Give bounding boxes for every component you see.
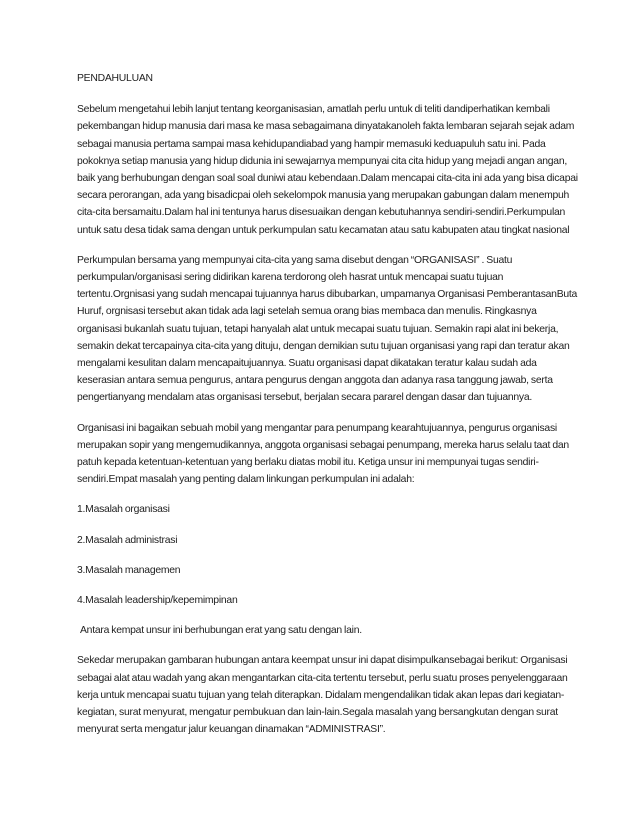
list-item-administrasi: 2.Masalah administrasi [77, 534, 178, 546]
paragraph-intro: Sebelum mengetahui lebih lanjut tentang keorganisasian, amatlah perlu untuk di teliti dandiperhatikan kembali pekembangan hidup manusia dari masa ke masa sebagaimana dinyatakanoleh fakta lembaran sejarah sejak adam sebagai manusia pertama sampai masa kehidupandiabad yang hampir memasuki keduapuluh satu ini. Pada pokoknya setiap manusia yang hidup didunia ini sewajarnya mempunyai cita cita hidup yang mejadi angan angan, baik yang berhubungan dengan soal soal duniwi atau kebendaan.Dalam mencapai cita-cita ini ada yang bisa dicapai secara perorangan, ada yang bisadicpai oleh sekelompok manusia yang merupakan gabungan dalam menempuh cita-cita bersamaitu.Dalam hal ini tentunya harus disesuaikan dengan kebutuhannya sendiri-sendiri.Perkumpulan untuk satu desa tidak sama dengan untuk perkumpulan satu kecamatan atau satu kabupaten atau tingkat nasional [77, 104, 578, 236]
section-heading: PENDAHULUAN [77, 73, 153, 84]
paragraph-organisasi: Perkumpulan bersama yang mempunyai cita-cita yang sama disebut dengan “ORGANISASI” . Suatu perkumpulan/organisasi sering didirikan karena terdorong oleh hasrat untuk mencapai suatu tujuan tertentu.Orgnisasi yang sudah mencapai tujuannya harus dibubarkan, umpamanya Organisasi PemberantasanButa Huruf, orgnisasi tersebut akan tidak ada lagi setelah semua orang bias membaca dan menulis. Ringkasnya organisasi bukanlah suatu tujuan, tetapi hanyalah alat untuk mecapai suatu tujuan. Semakin rapi alat ini bekerja, semakin dekat tercapainya cita-cita yang dituju, dengan demikian sutu tujuan organisasi yang rapi dan teratur akan mengalami kesulitan dalam mencapaitujuannya. Suatu organisasi dapat dikatakan teratur kalau sudah ada keserasian antara semua pengurus, antara pengurus dengan anggota dan adanya rasa tanggung jawab, serta pengertianyang mendalam atas organisasi tersebut, berjalan secara pararel dengan dasar dan tujuannya. [77, 254, 578, 404]
paragraph-after-list: Antara kempat unsur ini berhubungan erat yang satu dengan lain. [80, 625, 362, 637]
list-item-managemen: 3.Masalah managemen [77, 564, 181, 576]
list-item-leadership: 4.Masalah leadership/kepemimpinan [77, 595, 238, 607]
list-item-organisasi: 1.Masalah organisasi [77, 504, 170, 516]
paragraph-mobil-analogy: Organisasi ini bagaikan sebuah mobil yang mengantar para penumpang kearahtujuannya, pengurus organisasi merupakan sopir yang mengemudikannya, anggota organisasi sebagai penumpang, mereka harus selalu taat dan patuh kepada ketentuan-ketentuan yang berlaku diatas mobil itu. Ketiga unsur ini mempunyai tugas sendiri-sendiri.Empat masalah yang penting dalam linkungan perkumpulan ini adalah: [77, 422, 569, 486]
paragraph-closing: Sekedar merupakan gambaran hubungan antara keempat unsur ini dapat disimpulkansebagai berikut: Organisasi sebagai alat atau wadah yang akan mengantarkan cita-cita tertentu tersebut, perlu suatu proses penyelenggaraan kerja untuk mencapai suatu tujuan yang telah diterapkan. Didalam mengendalikan tidak akan lepas dari kegiatan-kegiatan, surat menyurat, mengatur pembukuan dan lain-lain.Segala masalah yang bersangkutan dengan surat menyurat serta mengatur jalur keuangan dinamakan “ADMINISTRASI”. [77, 655, 568, 736]
